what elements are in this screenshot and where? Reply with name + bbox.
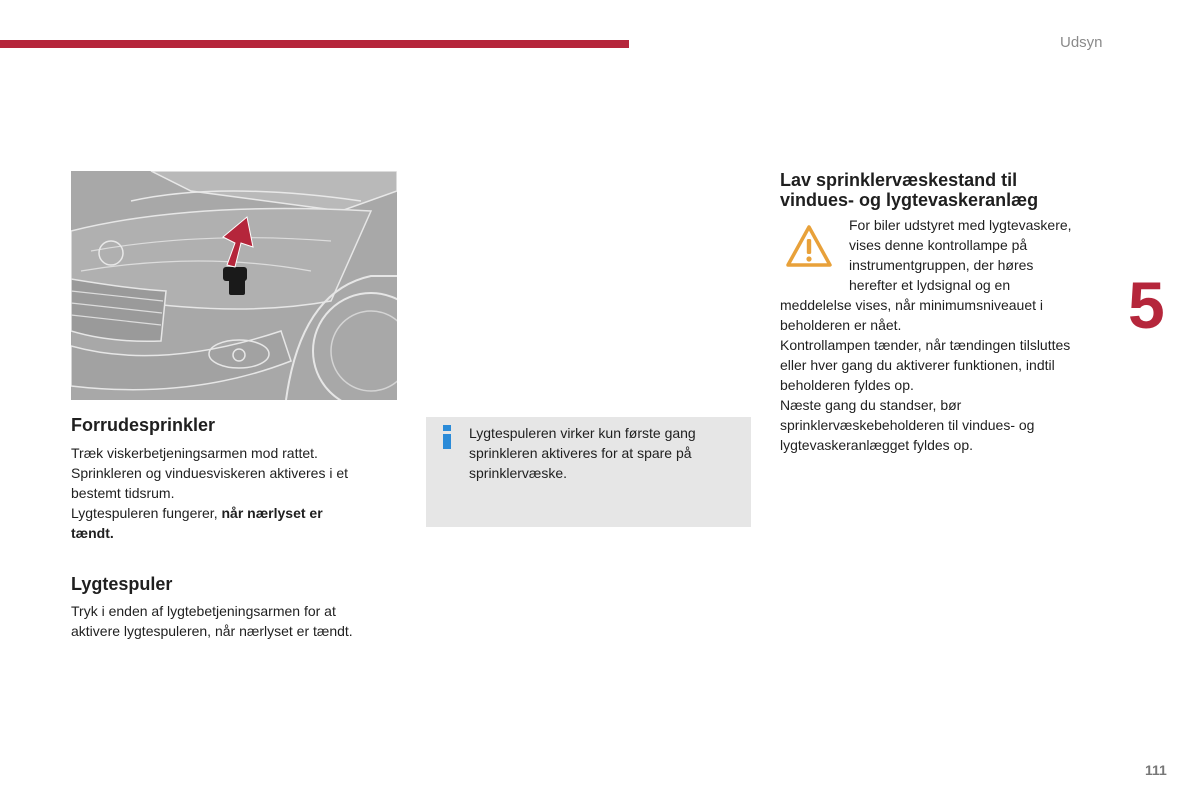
section-title: Udsyn: [1060, 34, 1103, 51]
low-fluid-text: [780, 295, 1110, 455]
low-fluid-line-8: lygtevaskeranlægget fyldes op.: [780, 437, 973, 453]
low-fluid-line-3: Kontrollampen tænder, når tændingen tilsluttes: [780, 337, 1071, 353]
low-fluid-line-7: sprinklervæskebeholderen til vindues- og: [780, 417, 1035, 433]
low-fluid-indented-text: [849, 215, 1109, 295]
header-accent-bar: [0, 40, 629, 48]
info-icon: [441, 425, 453, 449]
windscreen-line-2: Sprinkleren og vinduesviskeren aktiveres i et: [71, 465, 349, 481]
headlamp-washer-text: [71, 601, 401, 641]
chapter-number: 5: [1128, 268, 1165, 342]
info-line-2: sprinkleren aktiveres for at spare på: [469, 445, 692, 461]
headlamp-washer-heading: Lygtespuler: [71, 574, 173, 594]
low-fluid-indented-line-3: instrumentgruppen, der høres: [849, 257, 1034, 273]
info-text: [469, 423, 739, 483]
headlamp-condition-line-2: [71, 523, 401, 543]
low-fluid-indented-line-2: vises denne kontrollampe på: [849, 237, 1028, 253]
low-fluid-heading: [780, 170, 1110, 210]
headlamp-line-1: Tryk i enden af lygtebetjeningsarmen for at: [71, 603, 336, 619]
car-front-windscreen-washer-illustration: [71, 171, 397, 400]
windscreen-line-3: bestemt tidsrum.: [71, 485, 175, 501]
windscreen-washer-heading: Forrudesprinkler: [71, 415, 216, 435]
low-fluid-heading-line-1: Lav sprinklervæskestand til: [780, 170, 1018, 190]
low-fluid-line-6: Næste gang du standser, bør: [780, 397, 962, 413]
low-fluid-line-5: beholderen fyldes op.: [780, 377, 914, 393]
low-fluid-indented-line-1: For biler udstyret med lygtevaskere,: [849, 217, 1072, 233]
low-fluid-heading-line-2: vindues- og lygtevaskeranlæg: [780, 190, 1039, 210]
info-line-3: sprinklervæske.: [469, 465, 568, 481]
info-box: [426, 417, 751, 527]
warning-triangle-icon: [785, 224, 833, 268]
low-fluid-line-4: eller hver gang du aktiverer funktionen, indtil: [780, 357, 1055, 373]
windscreen-line-1: Træk viskerbetjeningsarmen mod rattet.: [71, 445, 318, 461]
windscreen-washer-text: [71, 443, 401, 543]
headlamp-condition-bold-2: tændt.: [71, 525, 114, 541]
headlamp-condition-line: [71, 503, 401, 523]
low-fluid-line-2: beholderen er nået.: [780, 317, 902, 333]
page-number: 111: [1145, 762, 1167, 778]
headlamp-condition-bold: når nærlyset er: [221, 505, 323, 521]
low-fluid-indented-line-4: herefter et lydsignal og en: [849, 277, 1011, 293]
info-line-1: Lygtespuleren virker kun første gang: [469, 425, 696, 441]
headlamp-condition-prefix: Lygtespuleren fungerer,: [71, 505, 222, 521]
headlamp-line-2: aktivere lygtespuleren, når nærlyset er tændt.: [71, 623, 353, 639]
low-fluid-line-1: meddelelse vises, når minimumsniveauet i: [780, 297, 1043, 313]
